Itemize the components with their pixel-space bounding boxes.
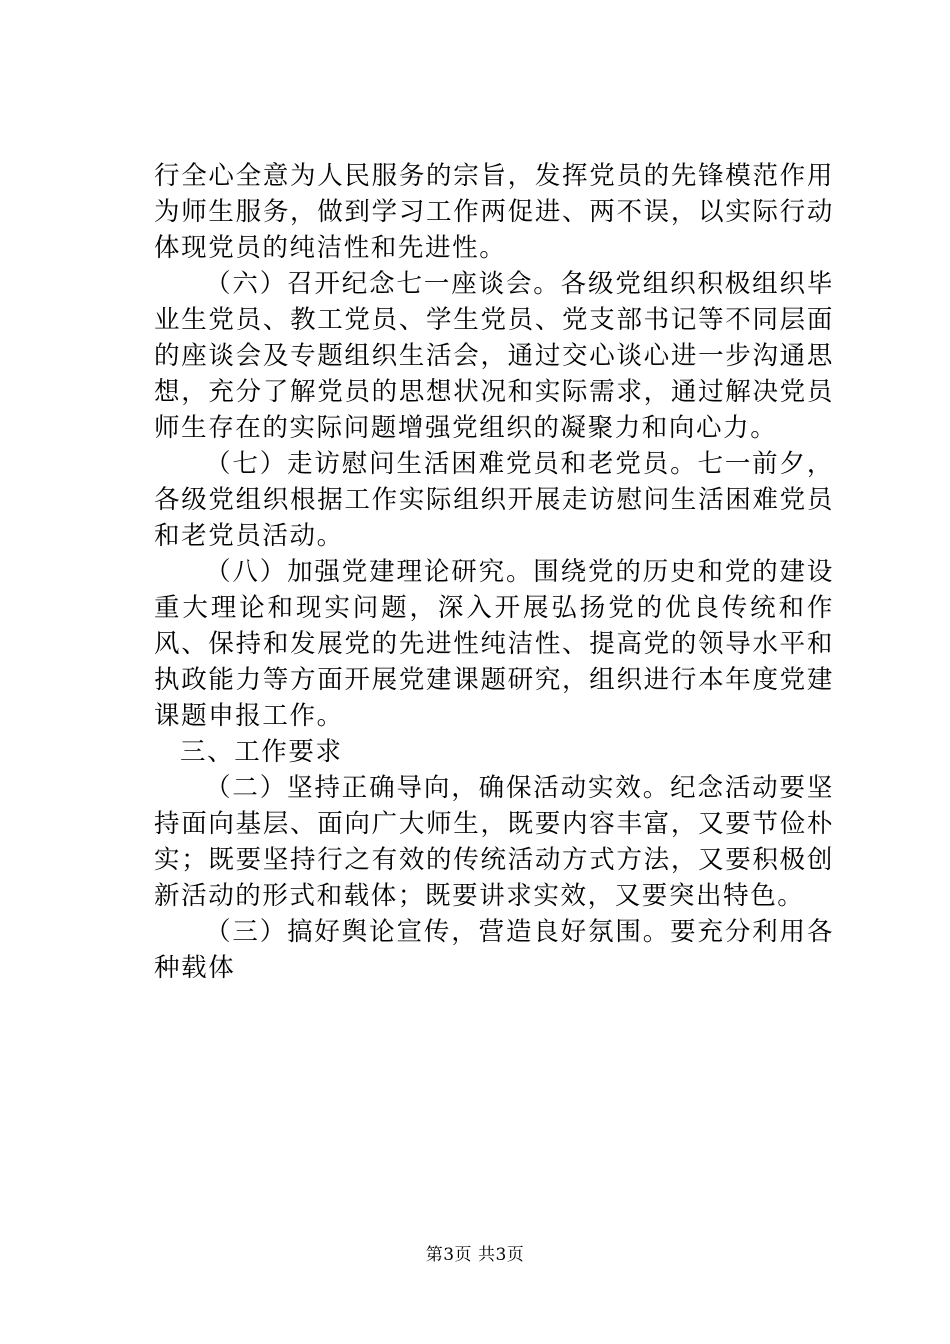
page-footer xyxy=(0,1243,950,1267)
paragraph-item-6: （六）召开纪念七一座谈会。各级党组织积极组织毕业生党员、教工党员、学生党员、党支部书记等不同层面的座谈会及专题组织生活会，通过交心谈心进一步沟通思想，充分了解党员的思想状况和实际需求，通过解决党员师生存在的实际问题增强党组织的凝聚力和向心力。 xyxy=(154,269,834,443)
document-body xyxy=(154,158,834,986)
page-number-indicator: 第3页 共3页 xyxy=(425,1245,525,1265)
paragraph-item-8: （八）加强党建理论研究。围绕党的历史和党的建设重大理论和现实问题，深入开展弘扬党的优良传统和作风、保持和发展党的先进性纯洁性、提高党的领导水平和执政能力等方面开展党建课题研究，组织进行本年度党建课题申报工作。 xyxy=(154,557,834,731)
paragraph-requirement-2: （二）坚持正确导向，确保活动实效。纪念活动要坚持面向基层、面向广大师生，既要内容丰富，又要节俭朴实；既要坚持行之有效的传统活动方式方法，又要积极创新活动的形式和载体；既要讲求实效，又要突出特色。 xyxy=(154,773,834,911)
paragraph-requirement-3: （三）搞好舆论宣传，营造良好氛围。要充分利用各种载体 xyxy=(154,917,834,983)
paragraph-continuation: 行全心全意为人民服务的宗旨，发挥党员的先锋模范作用为师生服务，做到学习工作两促进、两不误，以实际行动体现党员的纯洁性和先进性。 xyxy=(154,161,834,263)
paragraph-item-7: （七）走访慰问生活困难党员和老党员。七一前夕，各级党组织根据工作实际组织开展走访慰问生活困难党员和老党员活动。 xyxy=(154,449,834,551)
section-heading-work-requirements: 三、工作要求 xyxy=(180,737,343,767)
